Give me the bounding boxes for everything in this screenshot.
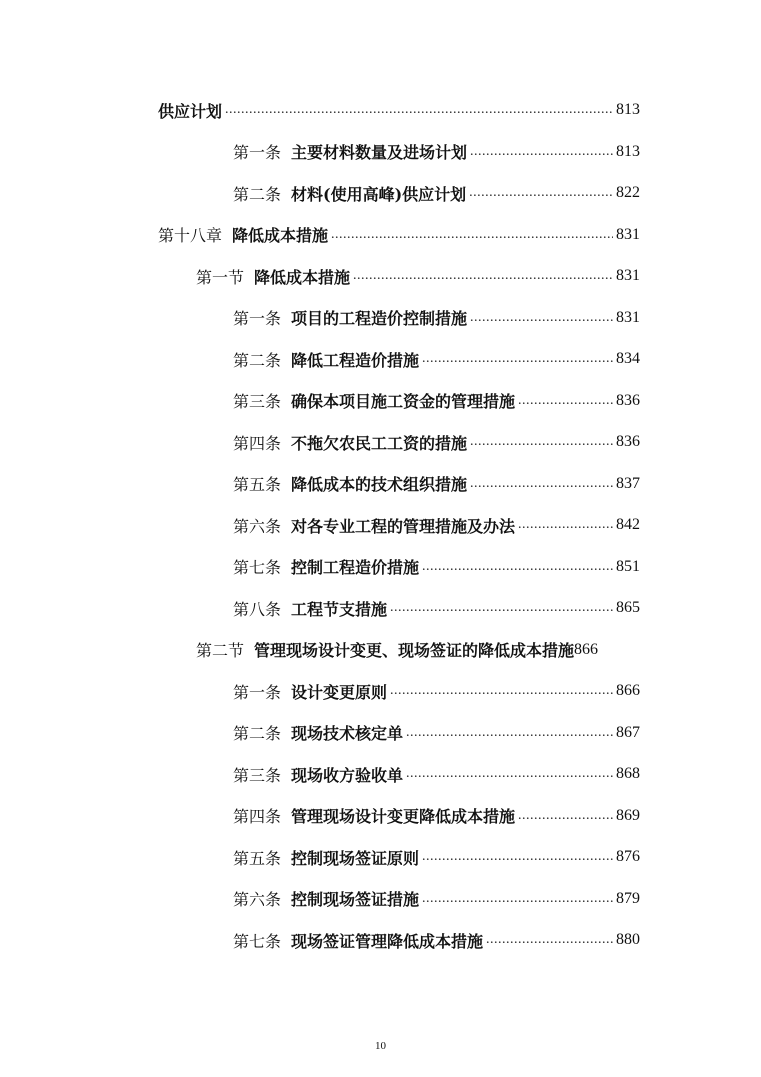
toc-entry-page: 813: [616, 142, 640, 160]
dot-leader: [422, 559, 613, 575]
toc-entry-title: 材料(使用高峰)供应计划: [291, 184, 467, 204]
toc-entry[interactable]: [233, 137, 640, 167]
dot-leader: [470, 144, 613, 160]
toc-entry-prefix: 第八条: [233, 599, 282, 619]
toc-entry-page: 879: [616, 889, 640, 907]
toc-entry-prefix: 第三条: [233, 765, 282, 785]
toc-entry-prefix: 第四条: [233, 433, 282, 453]
toc-entry[interactable]: [158, 95, 640, 125]
toc-entry[interactable]: [233, 344, 640, 374]
toc-entry-title: 不拖欠农民工工资的措施: [291, 433, 468, 453]
toc-entry[interactable]: [233, 427, 640, 457]
dot-leader: [518, 808, 613, 824]
toc-entry-title: 工程节支措施: [291, 599, 388, 619]
toc-entry[interactable]: [196, 261, 640, 291]
toc-entry-title: 降低成本措施: [254, 267, 351, 287]
toc-entry-page: 867: [616, 723, 640, 741]
toc-entry-page: 836: [616, 433, 640, 450]
toc-entry-page: 837: [616, 474, 640, 492]
page-number: 10: [375, 1040, 386, 1052]
toc-entry[interactable]: [196, 635, 640, 665]
toc-entry-title: 降低成本的技术组织措施: [291, 475, 468, 494]
toc-entry-title: 主要材料数量及进场计划: [291, 143, 468, 162]
toc-entry-prefix: 第一节: [196, 267, 245, 287]
dot-leader: [486, 932, 613, 948]
toc-entry-prefix: 第六条: [233, 890, 282, 909]
toc-entry[interactable]: [233, 801, 640, 831]
toc-entry[interactable]: [233, 842, 640, 872]
toc-entry-page: 831: [616, 267, 640, 284]
toc-entry-page: 831: [616, 308, 640, 326]
toc-entry[interactable]: [233, 386, 640, 416]
toc-entry-prefix: 第四条: [233, 807, 282, 826]
toc-entry-prefix: 第三条: [233, 392, 282, 411]
toc-entry-prefix: 第五条: [233, 475, 282, 494]
toc-entry[interactable]: [233, 718, 640, 748]
dot-leader: [406, 766, 613, 782]
dot-leader: [470, 310, 613, 326]
toc-entry-title: 现场技术核定单: [291, 724, 404, 743]
toc-entry-title: 降低成本措施: [232, 226, 329, 245]
toc-entry-page: 876: [616, 848, 640, 865]
dot-leader: [422, 351, 613, 367]
toc-entry-title: 现场收方验收单: [291, 765, 404, 785]
toc-entry-page: 813: [616, 101, 640, 118]
toc-entry-title: 供应计划: [158, 101, 223, 121]
toc-entry-title: 管理现场设计变更、现场签证的降低成本措施: [254, 641, 575, 660]
toc-entry-title: 确保本项目施工资金的管理措施: [291, 392, 516, 411]
dot-leader: [518, 517, 613, 533]
toc-entry-prefix: 第二条: [233, 184, 282, 204]
dot-leader: [422, 891, 613, 907]
toc-entry-title: 管理现场设计变更降低成本措施: [291, 807, 516, 826]
toc-entry-title: 控制现场签证措施: [291, 890, 420, 909]
toc-entry-page: 851: [616, 557, 640, 575]
toc-entry[interactable]: [233, 469, 640, 499]
toc-entry-page: 842: [616, 516, 640, 533]
toc-entry[interactable]: [158, 220, 640, 250]
toc-entry-prefix: 第七条: [233, 931, 282, 951]
toc-entry[interactable]: [233, 925, 640, 955]
toc-entry-prefix: 第六条: [233, 516, 282, 536]
dot-leader: [470, 434, 613, 450]
toc-entry-title: 降低工程造价措施: [291, 350, 420, 370]
toc-entry[interactable]: [233, 884, 640, 914]
dot-leader: [469, 185, 613, 201]
dot-leader: [518, 393, 613, 409]
toc-entry-prefix: 第五条: [233, 848, 282, 868]
toc-entry-title: 对各专业工程的管理措施及办法: [291, 516, 516, 536]
toc-entry-prefix: 第一条: [233, 682, 282, 702]
toc-entry-title: 项目的工程造价控制措施: [291, 309, 468, 328]
toc-entry[interactable]: [233, 593, 640, 623]
toc-entry-title: 控制现场签证原则: [291, 848, 420, 868]
toc-entry-title: 控制工程造价措施: [291, 558, 420, 577]
toc-entry-prefix: 第二节: [196, 641, 245, 660]
dot-leader: [390, 600, 613, 616]
toc-entry[interactable]: [233, 552, 640, 582]
dot-leader: [331, 227, 613, 243]
toc-entry-prefix: 第一条: [233, 309, 282, 328]
toc-entry-prefix: 第一条: [233, 143, 282, 162]
dot-leader: [422, 849, 613, 865]
toc-entry-page: 880: [616, 931, 640, 948]
toc-entry-page: 834: [616, 350, 640, 367]
dot-leader: [390, 683, 613, 699]
toc-entry-page: 868: [616, 765, 640, 782]
toc-entry-prefix: 第七条: [233, 558, 282, 577]
toc-entry-prefix: 第二条: [233, 350, 282, 370]
toc-entry[interactable]: [233, 676, 640, 706]
toc-entry-page: 869: [616, 806, 640, 824]
toc-entry[interactable]: [233, 303, 640, 333]
toc-entry-title: 设计变更原则: [291, 682, 388, 702]
toc-entry-page: 836: [616, 391, 640, 409]
toc-entry-page: 866: [574, 640, 599, 658]
toc-entry-page: 822: [616, 184, 640, 201]
dot-leader: [470, 476, 613, 492]
dot-leader: [225, 102, 613, 118]
toc-entry[interactable]: [233, 510, 640, 540]
dot-leader: [406, 725, 613, 741]
toc-entry-prefix: 第十八章: [158, 226, 223, 245]
dot-leader: [353, 268, 613, 284]
toc-entry[interactable]: [233, 759, 640, 789]
toc-entry[interactable]: [233, 178, 640, 208]
toc-entry-prefix: 第二条: [233, 724, 282, 743]
toc-entry-page: 865: [616, 599, 640, 616]
toc-entry-title: 现场签证管理降低成本措施: [291, 931, 484, 951]
toc-entry-page: 831: [616, 225, 640, 243]
toc-entry-page: 866: [616, 682, 640, 699]
